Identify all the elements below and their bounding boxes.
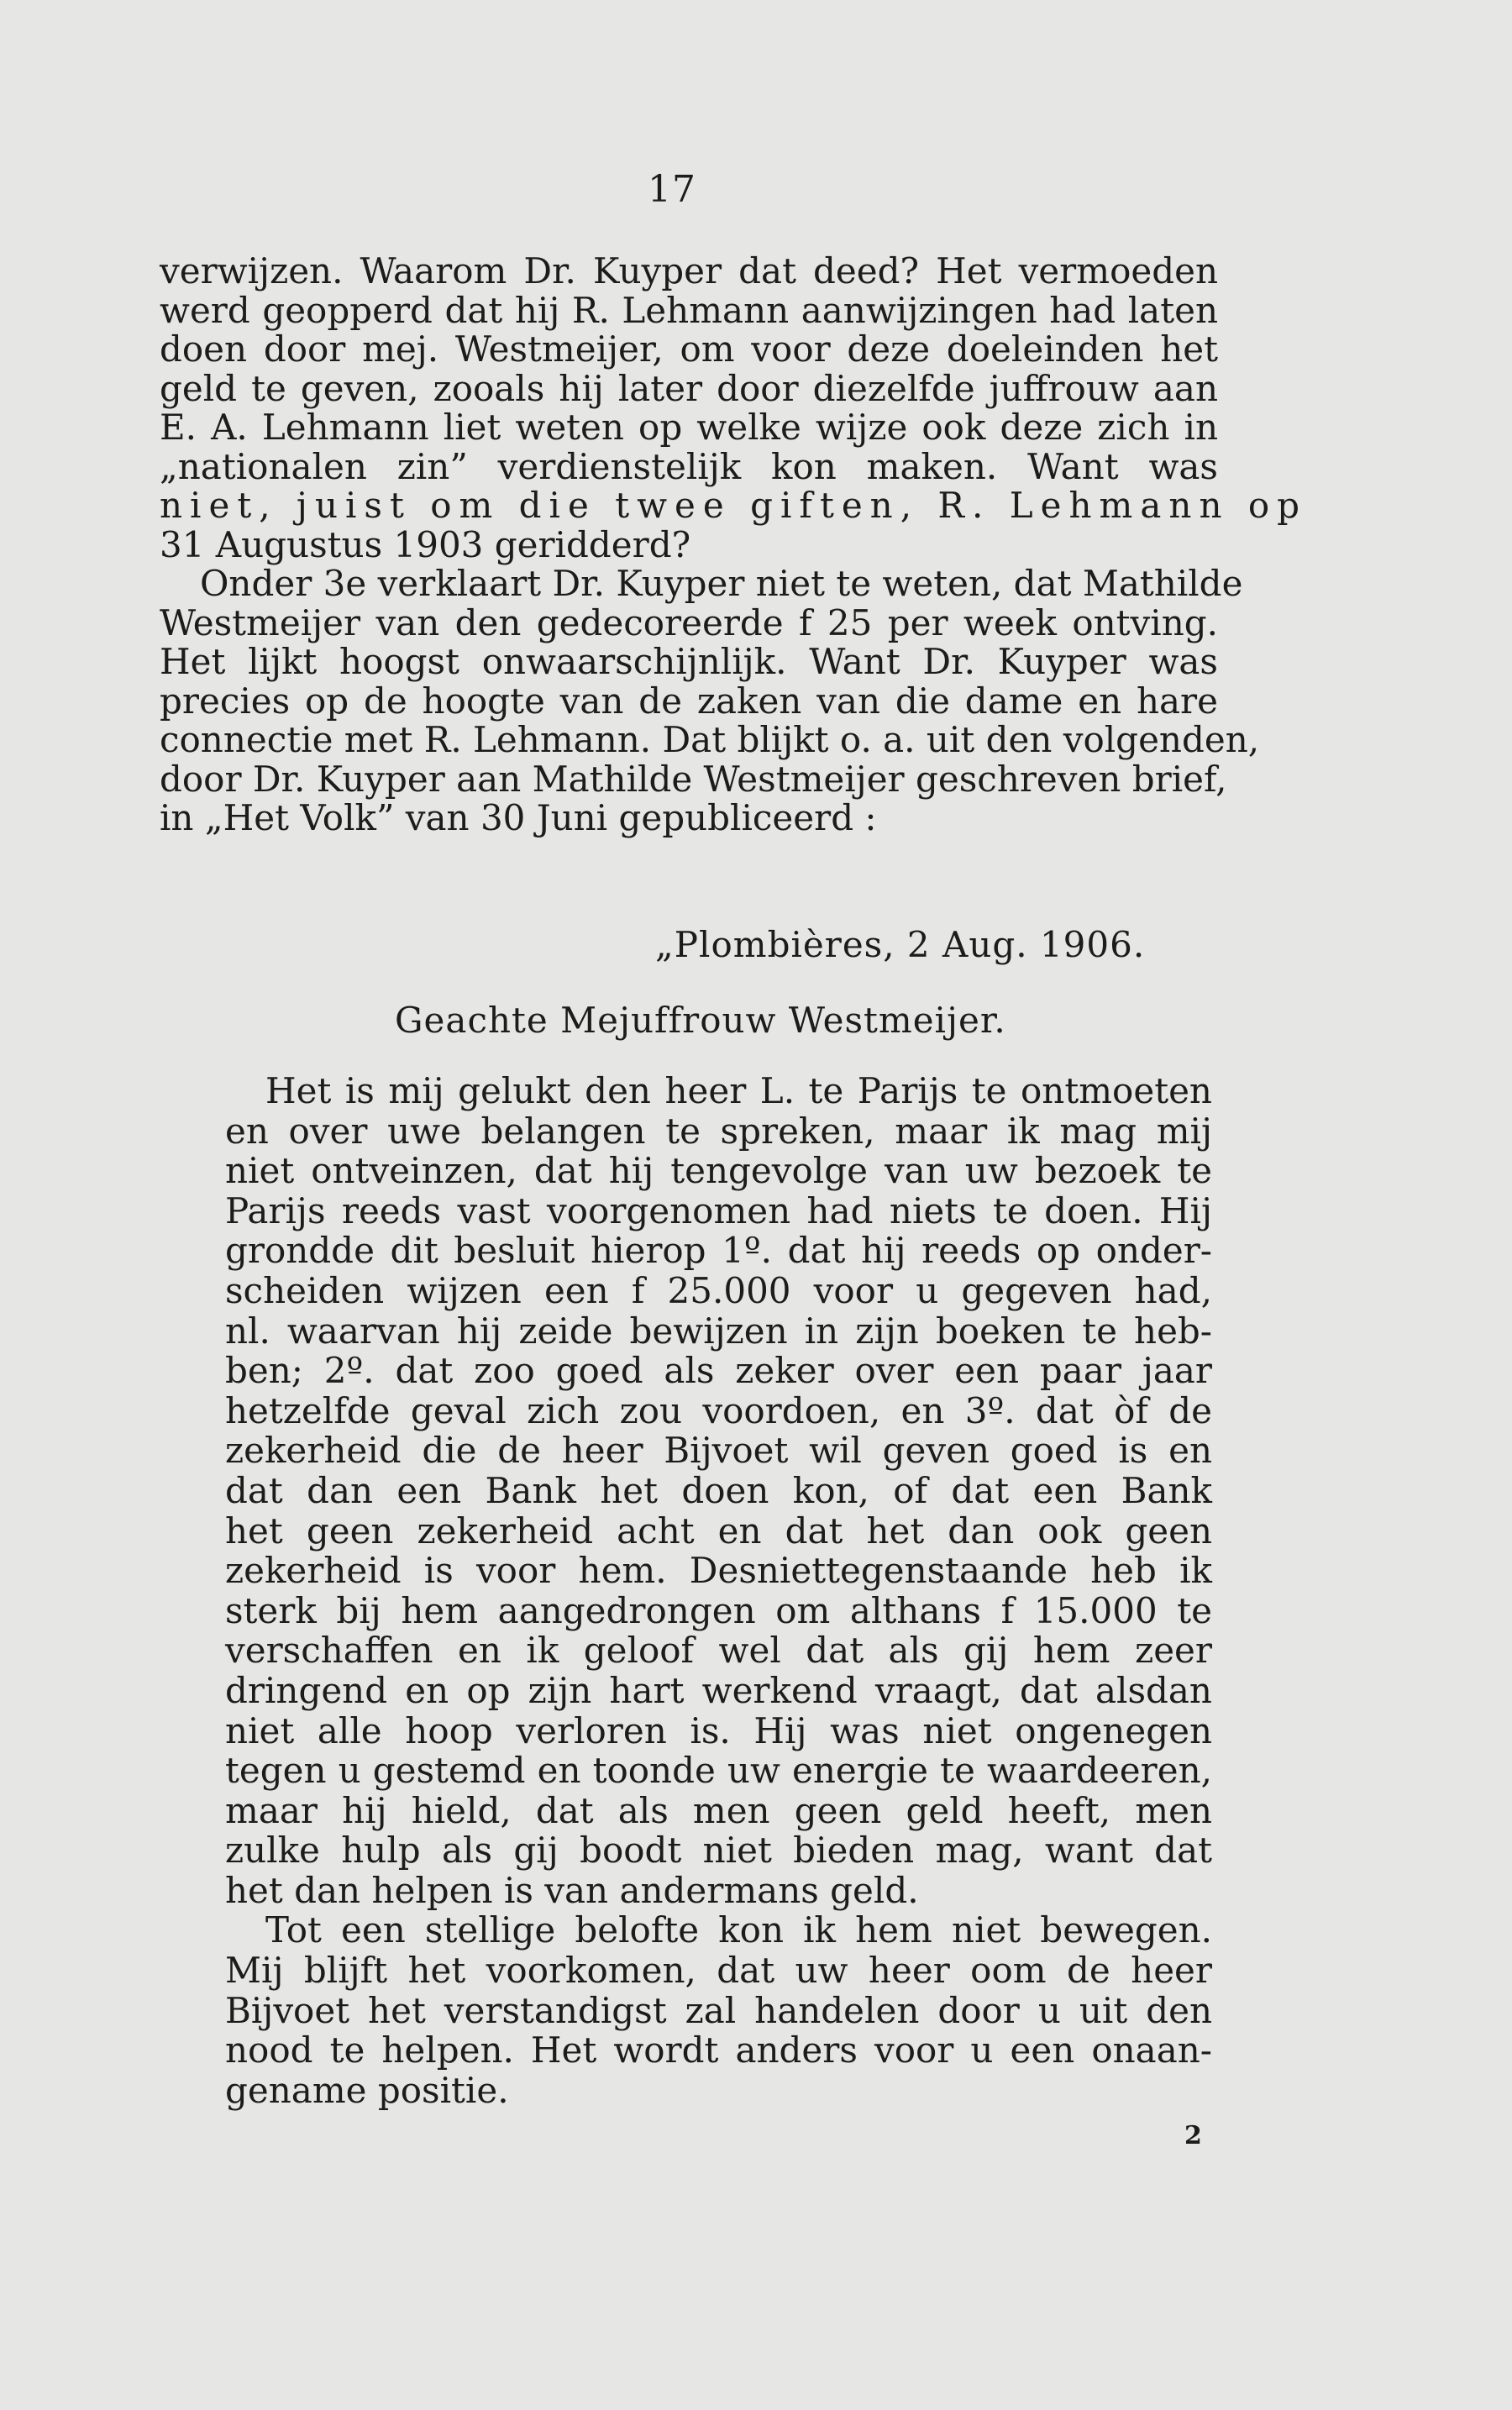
letter-line: nood te helpen. Het wordt anders voor u een onaan- [225, 2029, 1212, 2071]
text-line: precies op de hoogte van de zaken van die dame en hare [160, 680, 1218, 722]
letter-dateline: „Plombières, 2 Aug. 1906. [655, 924, 1146, 965]
letter-line: het geen zekerheid acht en dat het dan ook geen [225, 1510, 1212, 1552]
letter-line: ben; 2º. dat zoo goed als zeker over een paar jaar [225, 1350, 1212, 1392]
letter-line: nl. waarvan hij zeide bewijzen in zijn boeken te heb- [225, 1310, 1212, 1352]
text-line: Het lijkt hoogst onwaarschijnlijk. Want Dr. Kuyper was [160, 641, 1218, 682]
text-line: connectie met R. Lehmann. Dat blijkt o. a. uit den volgenden, [160, 719, 1260, 760]
letter-line: verschaffen en ik geloof wel dat als gij hem zeer [225, 1630, 1212, 1672]
letter-line: zulke hulp als gij boodt niet bieden mag, want dat [225, 1830, 1212, 1872]
letter-line: sterk bij hem aangedrongen om althans f 15.000 te [225, 1589, 1212, 1631]
letter-line: dringend en op zijn hart werkend vraagt, dat alsdan [225, 1669, 1212, 1711]
signature-mark: 2 [1184, 2121, 1202, 2150]
text-line: Westmeijer van den gedecoreerde f 25 per week ontving. [160, 601, 1218, 643]
letter-line: dat dan een Bank het doen kon, of dat een Bank [225, 1469, 1212, 1511]
letter-body [225, 1071, 1212, 2110]
letter-line: hetzelfde geval zich zou voordoen, en 3º. dat òf de [225, 1389, 1212, 1431]
text-line: verwijzen. Waarom Dr. Kuyper dat deed? Het vermoeden [160, 250, 1218, 291]
text-line: „nationalen zin” verdienstelijk kon maken. Want was [160, 445, 1218, 487]
letter-line: en over uwe belangen te spreken, maar ik mag mij [225, 1110, 1212, 1152]
letter-line: gename positie. [225, 2069, 509, 2111]
letter-line: het dan helpen is van andermans geld. [225, 1869, 919, 1911]
letter-line: grondde dit besluit hierop 1º. dat hij reeds op onder- [225, 1230, 1212, 1272]
text-line: Onder 3e verklaart Dr. Kuyper niet te weten, dat Mathilde [200, 563, 1243, 604]
body-text [160, 250, 1308, 838]
letter-line: Het is mij gelukt den heer L. te Parijs te ontmoeten [265, 1070, 1212, 1111]
text-line: door Dr. Kuyper aan Mathilde Westmeijer geschreven brief, [160, 758, 1227, 800]
letter-line: niet alle hoop verloren is. Hij was niet ongenegen [225, 1709, 1212, 1751]
letter-line: scheiden wijzen een f 25.000 voor u gegeven had, [225, 1269, 1212, 1311]
letter-line: zekerheid die de heer Bijvoet wil geven goed is en [225, 1430, 1212, 1472]
letter-line: maar hij hield, dat als men geen geld heeft, men [225, 1789, 1212, 1831]
letter-salutation: Geachte Mejuffrouw Westmeijer. [395, 1000, 1006, 1041]
text-line: niet, juist om die twee giften, R. Lehmann op [160, 485, 1308, 526]
text-line: werd geopperd dat hij R. Lehmann aanwijzingen had laten [160, 289, 1218, 331]
text-line: 31 Augustus 1903 geridderd? [160, 523, 691, 565]
letter-line: zekerheid is voor hem. Desniettegenstaande heb ik [225, 1550, 1212, 1592]
text-line: doen door mej. Westmeijer, om voor deze doeleinden het [160, 328, 1218, 370]
text-line: in „Het Volk” van 30 Juni gepubliceerd : [160, 797, 877, 838]
page-number: 17 [648, 168, 696, 211]
letter-line: Parijs reeds vast voorgenomen had niets te doen. Hij [225, 1189, 1212, 1231]
text-line: geld te geven, zooals hij later door diezelfde juffrouw aan [160, 367, 1218, 409]
letter-line: tegen u gestemd en toonde uw energie te waardeeren, [225, 1750, 1212, 1792]
letter-line: Tot een stellige belofte kon ik hem niet bewegen. [265, 1909, 1212, 1951]
letter-line: Bijvoet het verstandigst zal handelen door u uit den [225, 1989, 1212, 2031]
letter-line: Mij blijft het voorkomen, dat uw heer oom de heer [225, 1950, 1212, 1992]
letter-line: niet ontveinzen, dat hij tengevolge van uw bezoek te [225, 1150, 1212, 1192]
text-line: E. A. Lehmann liet weten op welke wijze ook deze zich in [160, 407, 1218, 448]
